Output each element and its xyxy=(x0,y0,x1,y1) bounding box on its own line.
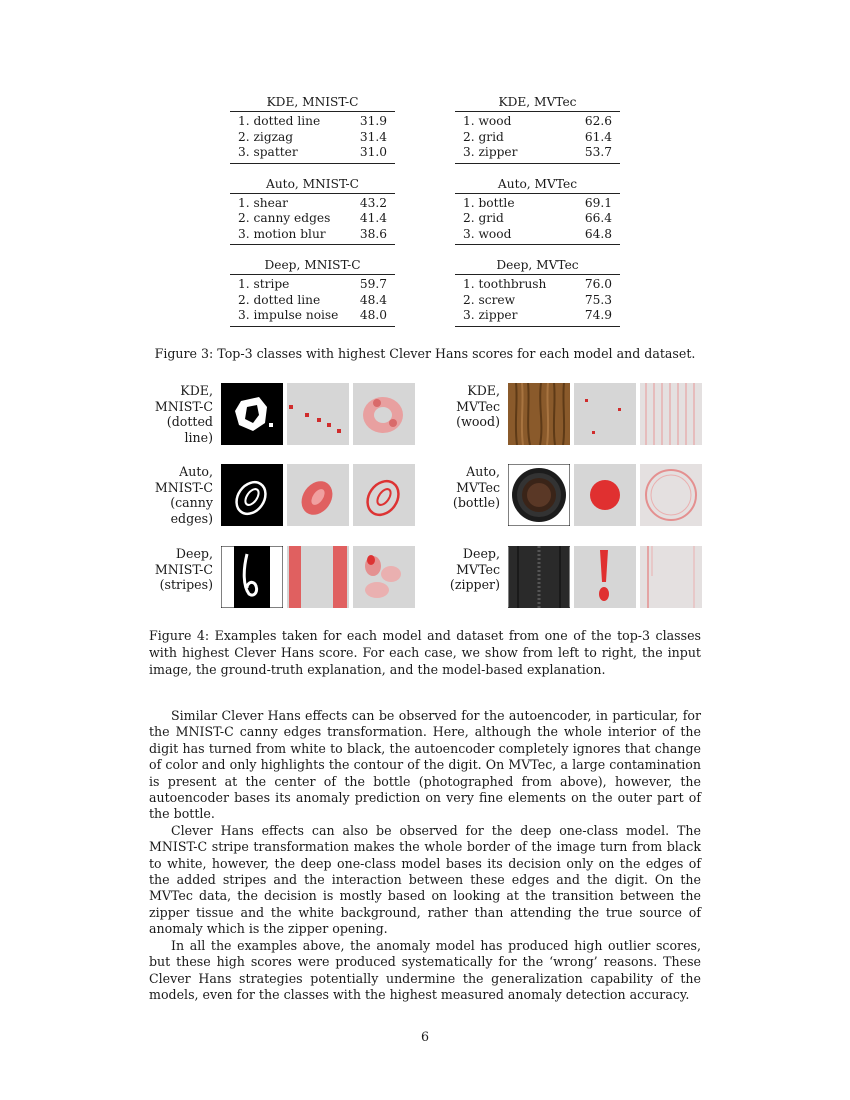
row-label: KDE, MNIST-C (dotted line) xyxy=(154,383,213,445)
table-row: 1. stripe 59.7 xyxy=(238,277,387,291)
paragraph: Similar Clever Hans effects can be observed for the autoencoder, in particular, for the MNIST-C canny edges transformation. Here, although the whole interior of the digit has turned from white to black, the autoencoder completely ignores that change of color and only highlights the contour of the digit. On MVTec, a large contamination is present at the center of the bottle (photographed from above), however, the autoencoder bases its anomaly prediction on very fine elements on the outer part of the bottle. xyxy=(149,708,701,822)
input-image xyxy=(221,464,283,526)
figure-row-kde-mvtec xyxy=(432,383,706,445)
table-kde-mnist xyxy=(230,95,395,164)
figure-row-deep-mnist xyxy=(145,546,419,608)
input-image xyxy=(508,546,570,608)
table-row: 3. zipper 53.7 xyxy=(463,145,612,159)
table-row: 1. toothbrush 76.0 xyxy=(463,277,612,291)
figure-row-deep-mvtec xyxy=(432,546,706,608)
table-row: 3. motion blur 38.6 xyxy=(238,226,387,241)
ground-truth-explanation xyxy=(287,546,349,608)
table-title: KDE, MNIST-C xyxy=(230,95,395,112)
paragraph: Clever Hans effects can also be observed for the deep one-class model. The MNIST-C stripe transformation makes the whole border of the image turn from black to white, however, the deep one-class model bases its decision only on the edges of the added stripes and the interaction between these edges and the digit. On the MVTec data, the decision is mostly based on looking at the transition between the zipper tissue and the white background, rather than attending the true source of anomaly which is the zipper opening. xyxy=(149,822,701,937)
table-title: Auto, MVTec xyxy=(455,177,620,194)
model-explanation xyxy=(353,383,415,445)
table-row: 2. zigzag 31.4 xyxy=(238,129,387,144)
row-label: Deep, MNIST-C (stripes) xyxy=(154,546,213,592)
ground-truth-explanation xyxy=(574,383,636,445)
figure-3-tables xyxy=(230,95,620,340)
ground-truth-explanation xyxy=(287,464,349,526)
page-number: 6 xyxy=(420,1029,429,1044)
model-explanation xyxy=(353,546,415,608)
table-row: 2. screw 75.3 xyxy=(463,292,612,307)
row-label: Auto, MNIST-C (canny edges) xyxy=(154,464,213,526)
input-image xyxy=(508,464,570,526)
paragraph: In all the examples above, the anomaly model has produced high outlier scores, but these high scores were produced systematically for the ‘wrong’ reasons. These Clever Hans strategies potentially undermine the generalization capability of the models, even for the classes with the highest measured anomaly detection accuracy. xyxy=(149,937,701,1002)
figure-row-auto-mvtec xyxy=(432,464,706,526)
table-deep-mnist xyxy=(230,258,395,327)
table-row: 3. impulse noise 48.0 xyxy=(238,308,387,322)
table-title: Deep, MVTec xyxy=(455,258,620,275)
ground-truth-explanation xyxy=(574,464,636,526)
model-explanation xyxy=(640,383,702,445)
table-row: 1. dotted line 31.9 xyxy=(238,114,387,128)
table-row: 3. spatter 31.0 xyxy=(238,145,387,159)
model-explanation xyxy=(640,546,702,608)
table-kde-mvtec xyxy=(455,95,620,164)
table-row: 2. grid 66.4 xyxy=(463,211,612,225)
model-explanation xyxy=(353,464,415,526)
table-row: 1. wood 62.6 xyxy=(463,114,612,128)
figure-row-kde-mnist xyxy=(145,383,419,445)
model-explanation xyxy=(640,464,702,526)
table-row: 2. dotted line 48.4 xyxy=(238,292,387,307)
figure-row-auto-mnist xyxy=(145,464,419,526)
body-text xyxy=(149,708,701,1003)
row-label: Deep, MVTec (zipper) xyxy=(449,546,500,592)
table-row: 1. shear 43.2 xyxy=(238,195,387,210)
table-title: Deep, MNIST-C xyxy=(230,258,395,275)
input-image xyxy=(508,383,570,445)
table-auto-mnist xyxy=(230,177,395,246)
table-row: 3. wood 64.8 xyxy=(463,226,612,241)
table-title: KDE, MVTec xyxy=(455,95,620,112)
input-image xyxy=(221,383,283,445)
input-image xyxy=(221,546,283,608)
table-row: 1. bottle 69.1 xyxy=(463,195,612,210)
table-row: 3. zipper 74.9 xyxy=(463,308,612,322)
table-row: 2. canny edges 41.4 xyxy=(238,211,387,225)
figure-4-caption: Figure 4: Examples taken for each model and dataset from one of the top-3 classes with highest Clever Hans score. For each case, we show from left to right, the input image, the ground-truth explanation, and the model-based explanation. xyxy=(149,628,701,677)
table-row: 2. grid 61.4 xyxy=(463,129,612,144)
table-auto-mvtec xyxy=(455,177,620,246)
ground-truth-explanation xyxy=(287,383,349,445)
table-title: Auto, MNIST-C xyxy=(230,177,395,194)
table-deep-mvtec xyxy=(455,258,620,327)
figure-3-caption: Figure 3: Top-3 classes with highest Clever Hans scores for each model and dataset. xyxy=(154,346,696,361)
row-label: Auto, MVTec (bottle) xyxy=(452,464,500,510)
ground-truth-explanation xyxy=(574,546,636,608)
row-label: KDE, MVTec (wood) xyxy=(456,383,500,429)
